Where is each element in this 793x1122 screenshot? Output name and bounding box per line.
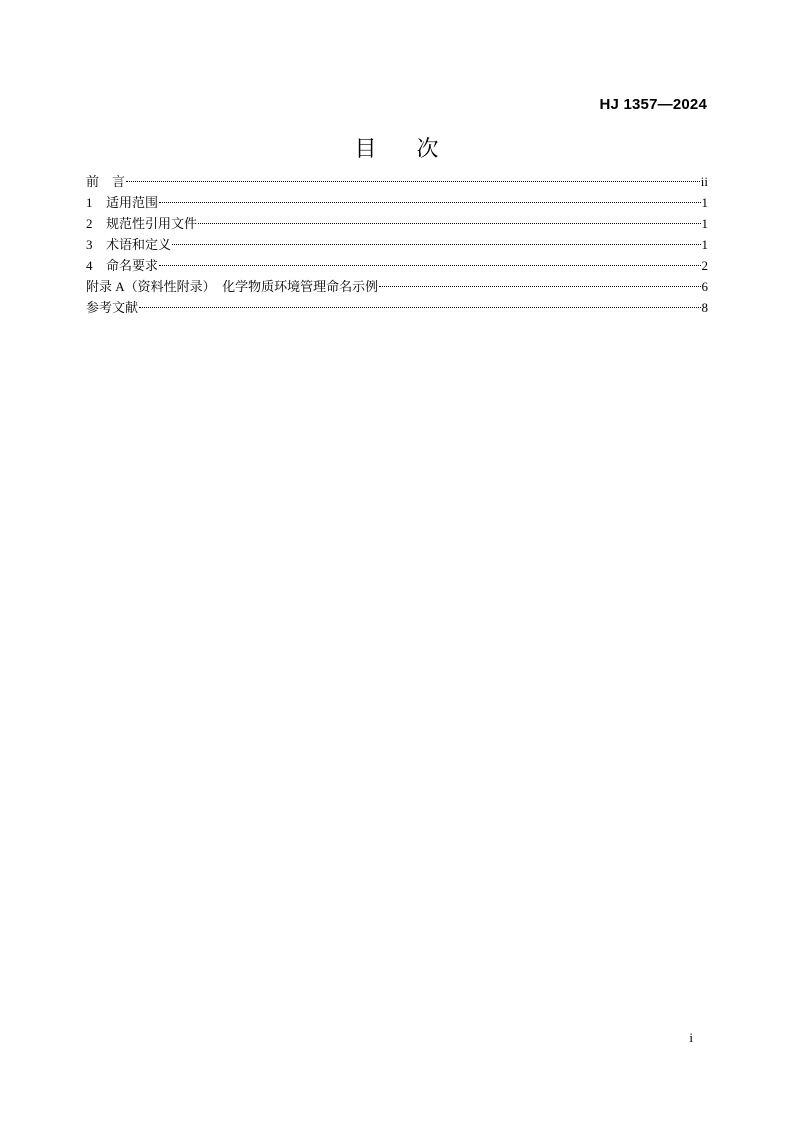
toc-leader — [159, 265, 700, 266]
standard-number: 1357—2024 — [619, 96, 707, 113]
toc-entry-page: 8 — [701, 300, 708, 315]
toc-entry-naming-requirements[interactable] — [86, 255, 708, 276]
toc-entry-terms-definitions[interactable] — [86, 234, 708, 255]
toc-entry-label: 前 言 — [86, 174, 126, 189]
toc-leader — [172, 244, 700, 245]
toc-entry-number: 4 — [86, 258, 93, 273]
toc-entry-label: 规范性引用文件 — [106, 216, 198, 231]
toc-entry-page: 6 — [701, 279, 708, 294]
toc-entry-label: 命名要求 — [106, 258, 159, 273]
toc-leader — [126, 181, 700, 182]
toc-leader — [379, 286, 700, 287]
toc-entry-page: 1 — [701, 195, 708, 210]
toc-leader — [139, 307, 700, 308]
toc-entry-normative-references[interactable] — [86, 213, 708, 234]
toc-entry-label: 术语和定义 — [106, 237, 172, 252]
toc-entry-scope[interactable] — [86, 192, 708, 213]
toc-leader — [159, 202, 700, 203]
toc-entry-number: 2 — [86, 216, 93, 231]
toc-title-left: 目 — [354, 137, 377, 162]
toc-entry-page: 1 — [701, 216, 708, 231]
page-number: i — [689, 1030, 693, 1045]
toc-entry-bibliography[interactable] — [86, 297, 708, 318]
toc-title-right: 次 — [416, 137, 439, 162]
toc-entry-label: 参考文献 — [86, 300, 139, 315]
toc-entry-page: 2 — [701, 258, 708, 273]
toc-leader — [198, 223, 700, 224]
toc-entry-number: 1 — [86, 195, 93, 210]
toc-entry-number: 3 — [86, 237, 93, 252]
toc-list — [86, 171, 708, 318]
toc-entry-page: 1 — [701, 237, 708, 252]
toc-entry-page: ii — [700, 174, 708, 189]
standard-prefix: HJ — [599, 96, 620, 113]
toc-entry-foreword[interactable] — [86, 171, 708, 192]
toc-entry-label: 适用范围 — [106, 195, 159, 210]
standard-code — [600, 96, 707, 113]
toc-title — [0, 132, 793, 163]
toc-entry-appendix-a[interactable] — [86, 276, 708, 297]
toc-entry-label: 附录 A（资料性附录） 化学物质环境管理命名示例 — [86, 279, 379, 294]
